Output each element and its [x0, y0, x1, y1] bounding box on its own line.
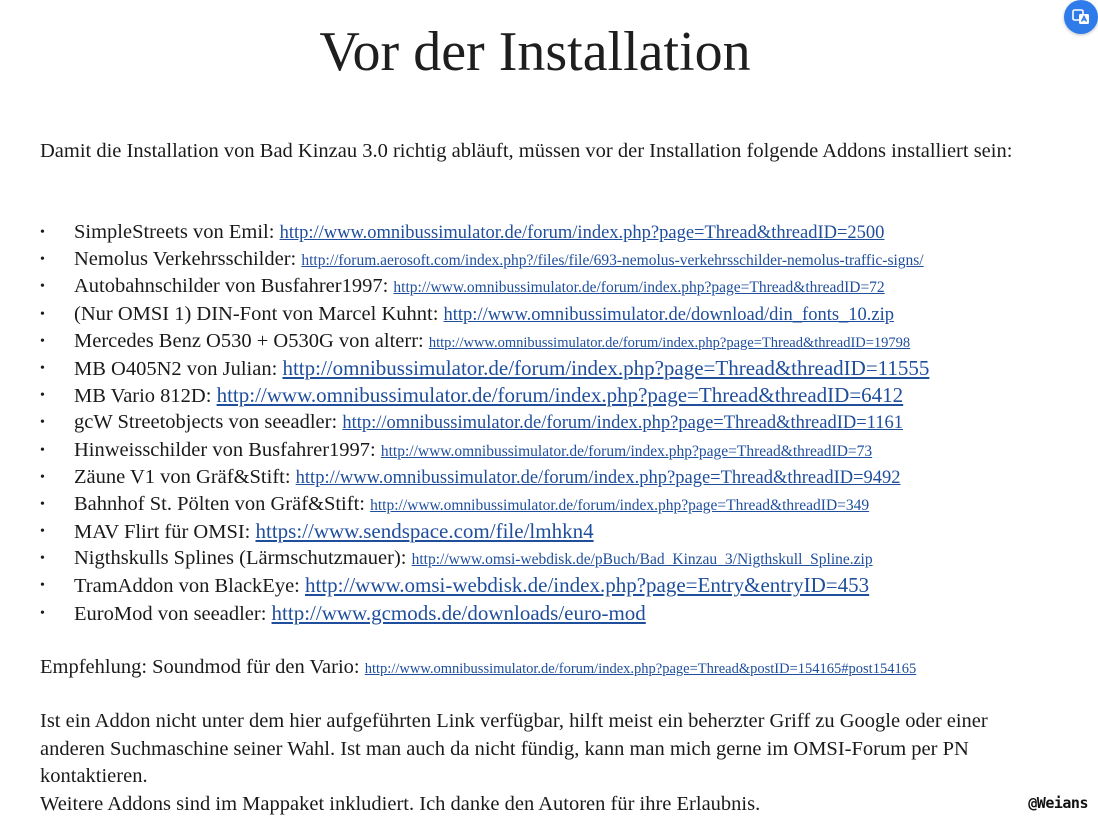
addon-label: gcW Streetobjects von seeadler: [74, 411, 343, 434]
list-item [40, 518, 1080, 545]
addon-link[interactable]: http://www.omnibussimulator.de/forum/index.php?page=Thread&threadID=19798 [428, 334, 911, 351]
list-item [40, 219, 1080, 246]
addon-label: SimpleStreets von Emil: [74, 221, 280, 243]
addon-label: TramAddon von BlackEye: [74, 575, 305, 598]
addon-link[interactable]: http://www.omnibussimulator.de/forum/index.php?page=Thread&threadID=6412 [216, 383, 904, 408]
bullet-icon: • [40, 388, 45, 404]
list-item [40, 409, 1080, 436]
addon-label: MAV Flirt für OMSI: [74, 521, 256, 544]
addon-label: Zäune V1 von Gräf&Stift: [74, 465, 296, 488]
bullet-icon: • [40, 415, 45, 431]
addon-label: Autobahnschilder von Busfahrer1997: [74, 275, 394, 298]
bullet-icon: • [40, 442, 45, 458]
list-item [40, 355, 1080, 382]
bullet-icon: • [40, 469, 45, 485]
list-item [40, 328, 1080, 355]
bullet-icon: • [40, 306, 45, 322]
addon-link[interactable]: http://www.omnibussimulator.de/forum/index.php?page=Thread&threadID=349 [370, 496, 870, 514]
addon-link[interactable]: http://www.gcmods.de/downloads/euro-mod [271, 600, 646, 625]
recommendation-label: Empfehlung: Soundmod für den Vario: [40, 656, 365, 678]
bullet-icon: • [40, 252, 45, 268]
list-item [40, 246, 1080, 273]
bullet-icon: • [40, 279, 45, 295]
bullet-icon: • [40, 360, 45, 376]
recommendation-link[interactable]: http://www.omnibussimulator.de/forum/index.php?page=Thread&postID=154165#post154165 [364, 661, 917, 677]
addon-link[interactable]: http://www.omsi-webdisk.de/index.php?page=Entry&entryID=453 [305, 573, 870, 598]
addon-label: MB O405N2 von Julian: [74, 357, 283, 380]
list-item [40, 572, 1080, 599]
addon-link[interactable]: http://www.omnibussimulator.de/forum/index.php?page=Thread&threadID=72 [393, 279, 885, 297]
list-item [40, 464, 1080, 491]
list-item [40, 491, 1080, 518]
page-title: Vor der Installation [319, 21, 751, 83]
translate-icon [1071, 7, 1091, 27]
addon-list [40, 219, 1080, 627]
bullet-icon: • [40, 578, 45, 594]
list-item [40, 545, 1080, 572]
addon-label: (Nur OMSI 1) DIN-Font von Marcel Kuhnt: [74, 302, 444, 325]
bullet-icon: • [40, 605, 45, 621]
addon-link[interactable]: http://www.omnibussimulator.de/download/din_fonts_10.zip [443, 304, 895, 325]
recommendation-paragraph [40, 654, 1020, 684]
addon-link[interactable]: http://www.omnibussimulator.de/forum/index.php?page=Thread&threadID=2500 [279, 223, 885, 243]
list-item [40, 382, 1080, 409]
outro-line: Weitere Addons sind im Mappaket inkludiert. Ich danke den Autoren für ihre Erlaubnis. [40, 792, 761, 815]
addon-label: Hinweisschilder von Busfahrer1997: [74, 438, 381, 461]
addon-link[interactable]: http://forum.aerosoft.com/index.php?/files/file/693-nemolus-verkehrsschilder-nemolus-traffic-signs/ [301, 252, 924, 270]
addon-label: EuroMod von seeadler: [74, 602, 272, 625]
outro-paragraph [40, 708, 1020, 818]
bullet-icon: • [40, 496, 45, 512]
list-item [40, 437, 1080, 464]
addon-label: Bahnhof St. Pölten von Gräf&Stift: [74, 492, 371, 515]
list-item [40, 301, 1080, 328]
addon-link[interactable]: http://omnibussimulator.de/forum/index.php?page=Thread&threadID=11555 [282, 355, 930, 380]
list-item [40, 273, 1080, 300]
addon-label: Mercedes Benz O530 + O530G von alterr: [74, 329, 429, 352]
addon-link[interactable]: http://www.omsi-webdisk.de/pBuch/Bad_Kinzau_3/Nigthskull_Spline.zip [411, 551, 873, 569]
list-item [40, 600, 1080, 627]
bullet-icon: • [40, 524, 45, 540]
bullet-icon: • [40, 333, 45, 349]
outro-line: Ist ein Addon nicht unter dem hier aufgeführten Link verfügbar, hilft meist ein beherzter Griff zu Google oder einer anderen Suchmaschine seiner Wahl. Ist man auch da nicht fündig, kann man mich gerne im OMSI-Forum per PN kontaktieren. [40, 710, 988, 787]
addon-label: Nigthskulls Splines (Lärmschutzmauer): [74, 547, 412, 570]
translate-button[interactable] [1064, 0, 1098, 34]
addon-label: MB Vario 812D: [74, 385, 217, 408]
addon-link[interactable]: http://omnibussimulator.de/forum/index.php?page=Thread&threadID=1161 [342, 413, 903, 434]
watermark: @Weians [1028, 794, 1088, 812]
addon-label: Nemolus Verkehrsschilder: [74, 248, 302, 271]
intro-paragraph: Damit die Installation von Bad Kinzau 3.0 richtig abläuft, müssen vor der Installation folgende Addons installiert sein: [40, 140, 1013, 162]
addon-link[interactable]: http://www.omnibussimulator.de/forum/index.php?page=Thread&threadID=9492 [295, 467, 901, 488]
bullet-icon: • [40, 551, 45, 567]
addon-link[interactable]: http://www.omnibussimulator.de/forum/index.php?page=Thread&threadID=73 [380, 442, 873, 460]
bullet-icon: • [40, 225, 45, 240]
addon-link[interactable]: https://www.sendspace.com/file/lmhkn4 [255, 519, 594, 544]
